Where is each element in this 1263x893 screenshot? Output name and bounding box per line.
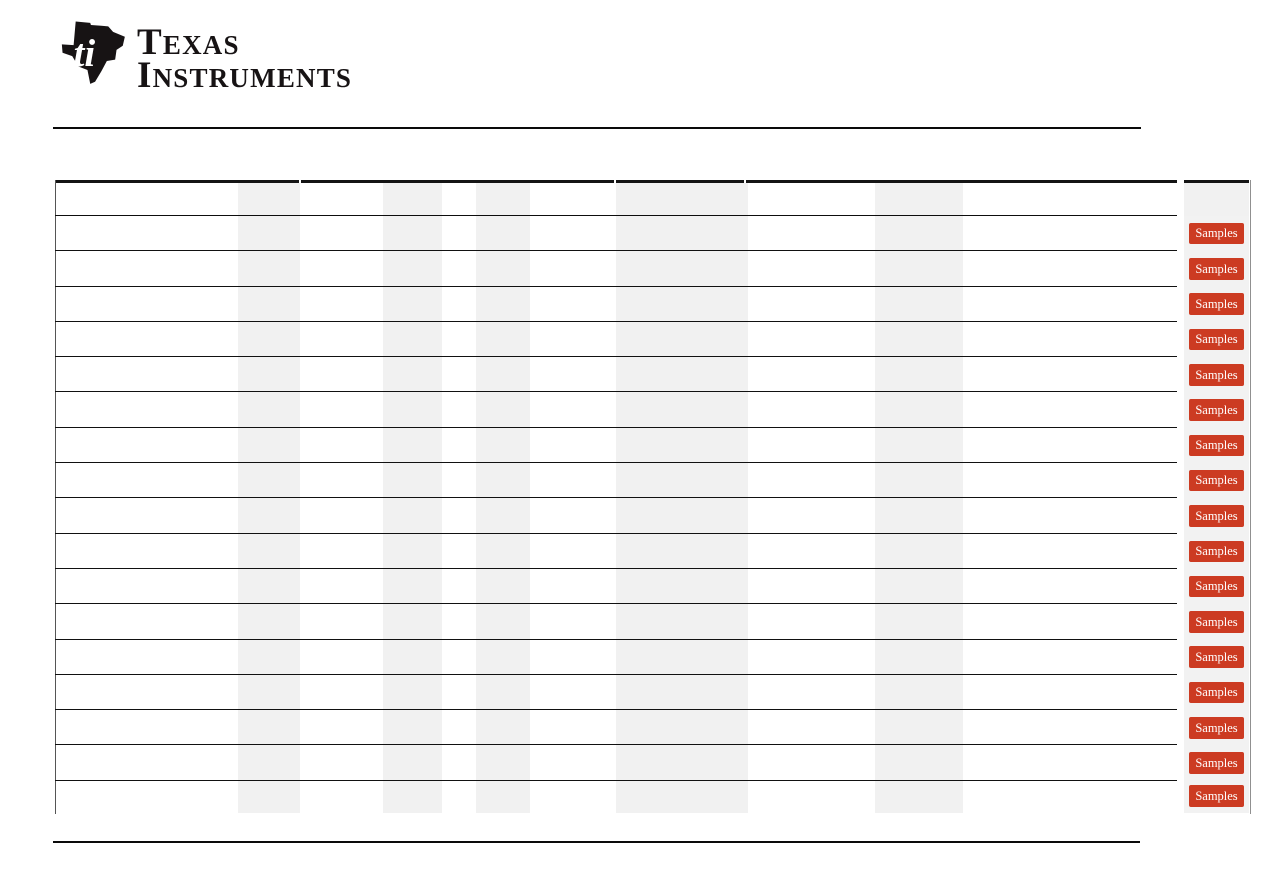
table-row <box>55 392 1177 427</box>
table-row <box>55 745 1177 780</box>
svg-text:ti: ti <box>73 31 96 75</box>
samples-button[interactable]: Samples <box>1189 329 1243 351</box>
samples-cell <box>1184 604 1249 639</box>
samples-button[interactable]: Samples <box>1189 576 1243 598</box>
products-table <box>55 180 1251 816</box>
table-row <box>55 640 1177 675</box>
samples-cell <box>1184 675 1249 710</box>
brand-wordmark <box>137 22 353 96</box>
footer-rule <box>53 841 1140 843</box>
samples-button[interactable]: Samples <box>1189 505 1243 527</box>
samples-cell <box>1184 745 1249 780</box>
samples-cell <box>1184 428 1249 463</box>
samples-button[interactable]: Samples <box>1189 470 1243 492</box>
brand-header <box>57 16 352 94</box>
table-row <box>55 781 1177 811</box>
samples-button[interactable]: Samples <box>1189 399 1243 421</box>
table-row <box>55 428 1177 463</box>
samples-cell <box>1184 216 1249 251</box>
samples-button[interactable]: Samples <box>1189 785 1243 807</box>
samples-cell <box>1184 251 1249 286</box>
samples-cell <box>1184 640 1249 675</box>
table-row <box>55 604 1177 639</box>
table-row <box>55 463 1177 498</box>
table-row <box>55 534 1177 569</box>
table-row <box>55 498 1177 533</box>
samples-button[interactable]: Samples <box>1189 435 1243 457</box>
table-row <box>55 357 1177 392</box>
table-row <box>55 322 1177 357</box>
table-row <box>55 675 1177 710</box>
samples-button[interactable]: Samples <box>1189 364 1243 386</box>
samples-button[interactable]: Samples <box>1189 223 1243 245</box>
table-row <box>55 569 1177 604</box>
brand-line-instruments: INSTRUMENTS <box>137 55 353 96</box>
samples-cell <box>1184 534 1249 569</box>
samples-button[interactable]: Samples <box>1189 611 1243 633</box>
brand-line-texas: TEXAS <box>137 22 240 63</box>
samples-cell <box>1184 322 1249 357</box>
samples-button[interactable]: Samples <box>1189 541 1243 563</box>
samples-cell <box>1184 498 1249 533</box>
samples-cell <box>1184 357 1249 392</box>
samples-button[interactable]: Samples <box>1189 258 1243 280</box>
samples-button[interactable]: Samples <box>1189 752 1243 774</box>
samples-column-header <box>1184 183 1249 216</box>
samples-column <box>1184 183 1249 811</box>
table-row <box>55 710 1177 745</box>
samples-cell <box>1184 781 1249 811</box>
table-header-row <box>55 183 1177 216</box>
samples-cell <box>1184 710 1249 745</box>
table-row <box>55 251 1177 286</box>
samples-cell <box>1184 287 1249 322</box>
samples-button[interactable]: Samples <box>1189 646 1243 668</box>
samples-cell <box>1184 392 1249 427</box>
table-right-border <box>1250 180 1251 814</box>
samples-cell <box>1184 569 1249 604</box>
table-body <box>55 183 1177 811</box>
samples-button[interactable]: Samples <box>1189 682 1243 704</box>
samples-cell <box>1184 463 1249 498</box>
table-row <box>55 216 1177 251</box>
ti-texas-logo-icon <box>57 16 129 88</box>
samples-button[interactable]: Samples <box>1189 717 1243 739</box>
table-row <box>55 287 1177 322</box>
header-rule <box>53 127 1141 129</box>
samples-button[interactable]: Samples <box>1189 293 1243 315</box>
